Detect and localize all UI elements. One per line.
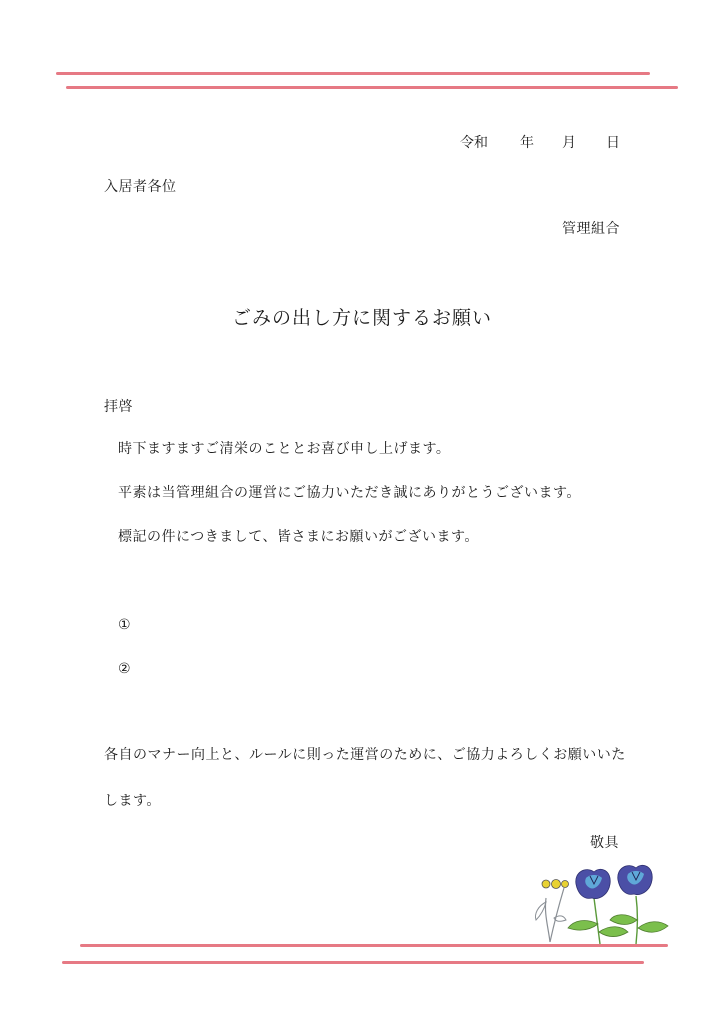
- closing-salutation: 敬具: [590, 835, 619, 851]
- top-rule-2: [66, 86, 678, 89]
- body-line-3: 標記の件につきまして、皆さまにお願いがございます。: [118, 529, 479, 545]
- date-era: 令和: [460, 135, 488, 151]
- date-day: 日: [606, 135, 620, 151]
- body-line-2: 平素は当管理組合の運営にご協力いただき誠にありがとうございます。: [118, 485, 581, 501]
- closing-line-1: 各自のマナー向上と、ルールに則った運営のために、ご協力よろしくお願いいた: [104, 747, 626, 763]
- item-1: ①: [118, 617, 132, 633]
- date-month: 月: [562, 135, 576, 151]
- top-rule-1: [56, 72, 650, 75]
- closing-line-2: します。: [104, 793, 161, 809]
- bottom-rule-2: [62, 961, 644, 964]
- item-2: ②: [118, 661, 132, 677]
- bottom-rule-1: [80, 944, 668, 947]
- date-year: 年: [520, 135, 534, 151]
- recipient: 入居者各位: [104, 179, 177, 195]
- body-line-1: 時下ますますご清栄のこととお喜び申し上げます。: [118, 441, 451, 457]
- sender: 管理組合: [562, 221, 620, 237]
- flower-illustration-icon: [528, 862, 678, 948]
- document-title: ごみの出し方に関するお願い: [231, 307, 492, 329]
- opening-salutation: 拝啓: [104, 399, 133, 415]
